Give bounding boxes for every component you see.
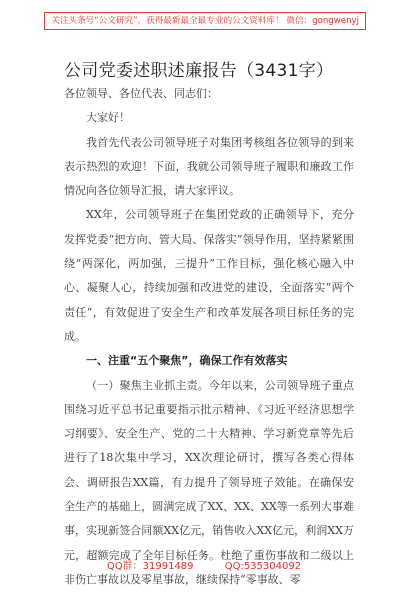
paragraph-summary: XX年，公司领导班子在集团党政的正确领导下，充分发挥党委“把方向、管大局、保落实”领导作用，坚持紧紧围绕“两深化，两加强，三提升”工作目标，强化核心融入中心、凝聚人心，持续加强和改进党的建设，全面落实“两个责任”，有效促进了安全生产和改革发展各项目标任务的完成。 <box>64 208 354 343</box>
section-paragraph: （一）聚焦主业抓主责。今年以来，公司领导班子重点围绕习近平总书记重要指示批示精神、《习近平经济思想学习纲要》、安全生产、党的二十大精神、学习新党章等先后进行了18次集中学习，XX次理论研讨，撰写各类心得体会、调研报告XX篇，有力提升了领导班子效能。在确保安全生产的基础上，圆满完成了XX、XX、XX等一系列大事难事，实现新签合同额XX亿元，销售收入XX亿元，利润XX万元，超额完成了全年目标任务。杜绝了重伤事故和二级以上非伤亡事故以及零星事故，继续保持“零事故、零 <box>64 378 354 586</box>
header-banner: 关注头条号“公文研究”，获得最新最全最专业的公文资料库！ 微信：gongwenyj <box>44 12 366 30</box>
greeting: 大家好！ <box>86 111 130 125</box>
document-title: 公司党委述职述廉报告（3431字） <box>64 61 334 81</box>
document-body <box>64 82 354 592</box>
salutation: 各位领导、各位代表、同志们： <box>64 87 218 100</box>
paragraph-intro: 我首先代表公司领导班子对集团考核组各位领导的到来表示热烈的欢迎！下面，我就公司领导班子履职和廉政工作情况向各位领导汇报，请大家评议。 <box>64 135 354 198</box>
footer-qq-group: QQ群：31991489 <box>106 561 194 572</box>
footer-contacts <box>0 557 408 572</box>
section-heading: 一、注重“五个聚焦”，确保工作有效落实 <box>86 354 288 368</box>
footer-qq-number: QQ:535304092 <box>224 561 302 572</box>
